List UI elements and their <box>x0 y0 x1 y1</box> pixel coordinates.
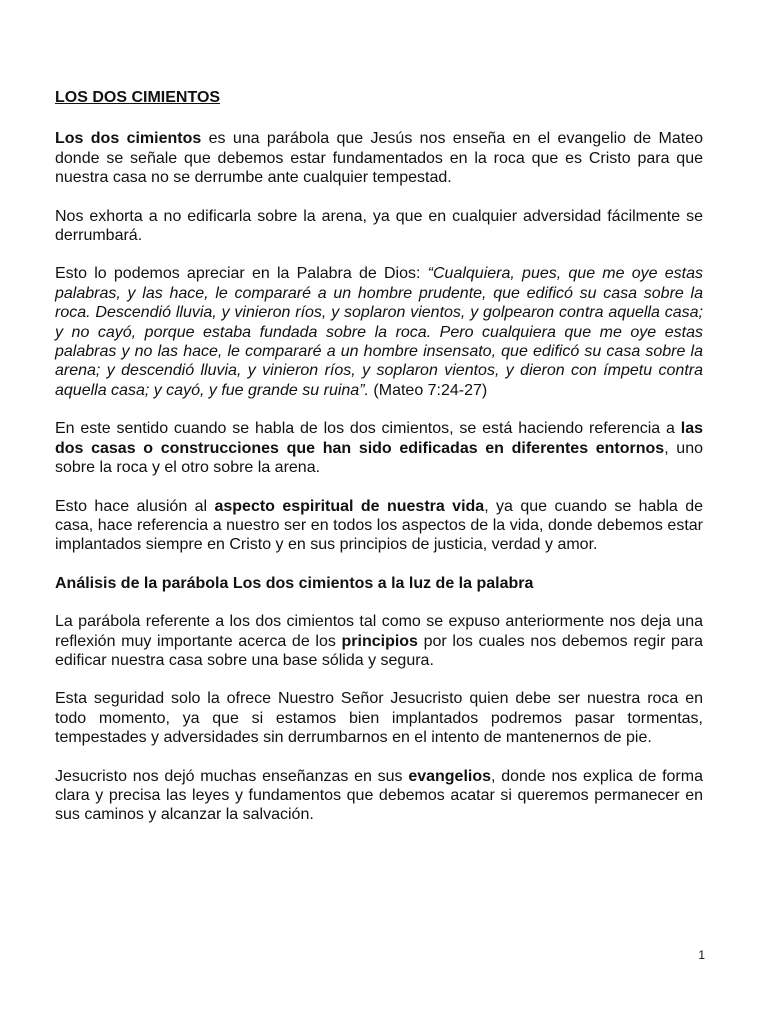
paragraph-text: En este sentido cuando se habla de los dos cimientos, se está haciendo referencia a <box>55 420 681 438</box>
paragraph-text: por los cuales nos debemos regir para edificar nuestra casa sobre una base sólida y segura. <box>55 632 704 669</box>
bold-term: Los dos cimientos <box>55 130 202 148</box>
paragraph-scripture <box>55 264 703 400</box>
bold-term: principios <box>341 632 418 650</box>
paragraph-teachings <box>55 767 703 825</box>
paragraph-reflection <box>55 612 703 670</box>
bold-term: aspecto espiritual de nuestra vida <box>214 497 485 515</box>
paragraph-text: Jesucristo nos dejó muchas enseñanzas en sus <box>55 767 409 785</box>
bold-term: las dos casas o construcciones que han sido edificadas en diferentes entornos <box>55 420 703 457</box>
paragraph-exhortation: Nos exhorta a no edificarla sobre la arena, ya que en cualquier adversidad fácilmente se derrumbará. <box>55 207 703 245</box>
scripture-quote: “Cualquiera, pues, que me oye estas palabras, y las hace, le compararé a un hombre prudente, que edificó su casa sobre la roca. Descendió lluvia, y vinieron ríos, y soplaron vientos, y golpearon contra aquella casa; y no cayó, porque estaba fundada sobre la roca. Pero cualquiera que me oye estas palabras y no las hace, le compararé a un hombre insensato, que edificó su casa sobre la arena; y descendió lluvia, y vinieron ríos, y soplaron vientos, y dieron con ímpetu contra aquella casa; y cayó, y fue grande su ruina”. <box>55 265 704 399</box>
paragraph-text: , donde nos explica de forma clara y precisa las leyes y fundamentos que debemos acatar si queremos permanecer en sus caminos y alcanzar la salvación. <box>55 767 703 824</box>
paragraph-text: es una parábola que Jesús nos enseña en el evangelio de Mateo donde se señale que debemos estar fundamentados en la roca que es Cristo para que nuestra casa no se derrumbe ante cualquier tempestad. <box>55 130 704 187</box>
page-number: 1 <box>698 948 705 962</box>
section-heading: Análisis de la parábola Los dos cimientos a la luz de la palabra <box>55 574 534 592</box>
paragraph-meaning <box>55 419 703 477</box>
paragraph-text: , ya que cuando se habla de casa, hace referencia a nuestro ser en todos los aspectos de la vida, donde debemos estar implantados siempre en Cristo y en sus principios de justicia, verdad y amor. <box>55 497 703 554</box>
paragraph-text: , uno sobre la roca y el otro sobre la arena. <box>55 439 704 477</box>
scripture-reference: (Mateo 7:24-27) <box>368 381 488 399</box>
paragraph-text: La parábola referente a los dos cimientos tal como se expuso anteriormente nos deja una reflexión muy importante acerca de los <box>55 613 703 650</box>
paragraph-text: Esto hace alusión al <box>55 497 215 515</box>
paragraph-intro <box>55 129 703 187</box>
paragraph-text: Esto lo podemos apreciar en la Palabra de Dios: <box>55 265 428 283</box>
document-title: LOS DOS CIMIENTOS <box>55 89 221 106</box>
document-page <box>55 88 703 844</box>
paragraph-spiritual <box>55 497 703 555</box>
bold-term: evangelios <box>408 767 492 785</box>
paragraph-security: Esta seguridad solo la ofrece Nuestro Señor Jesucristo quien debe ser nuestra roca en todo momento, ya que si estamos bien implantados podremos pasar tormentas, tempestades y adversidades sin derrumbarnos en el intento de mantenernos de pie. <box>55 690 703 747</box>
